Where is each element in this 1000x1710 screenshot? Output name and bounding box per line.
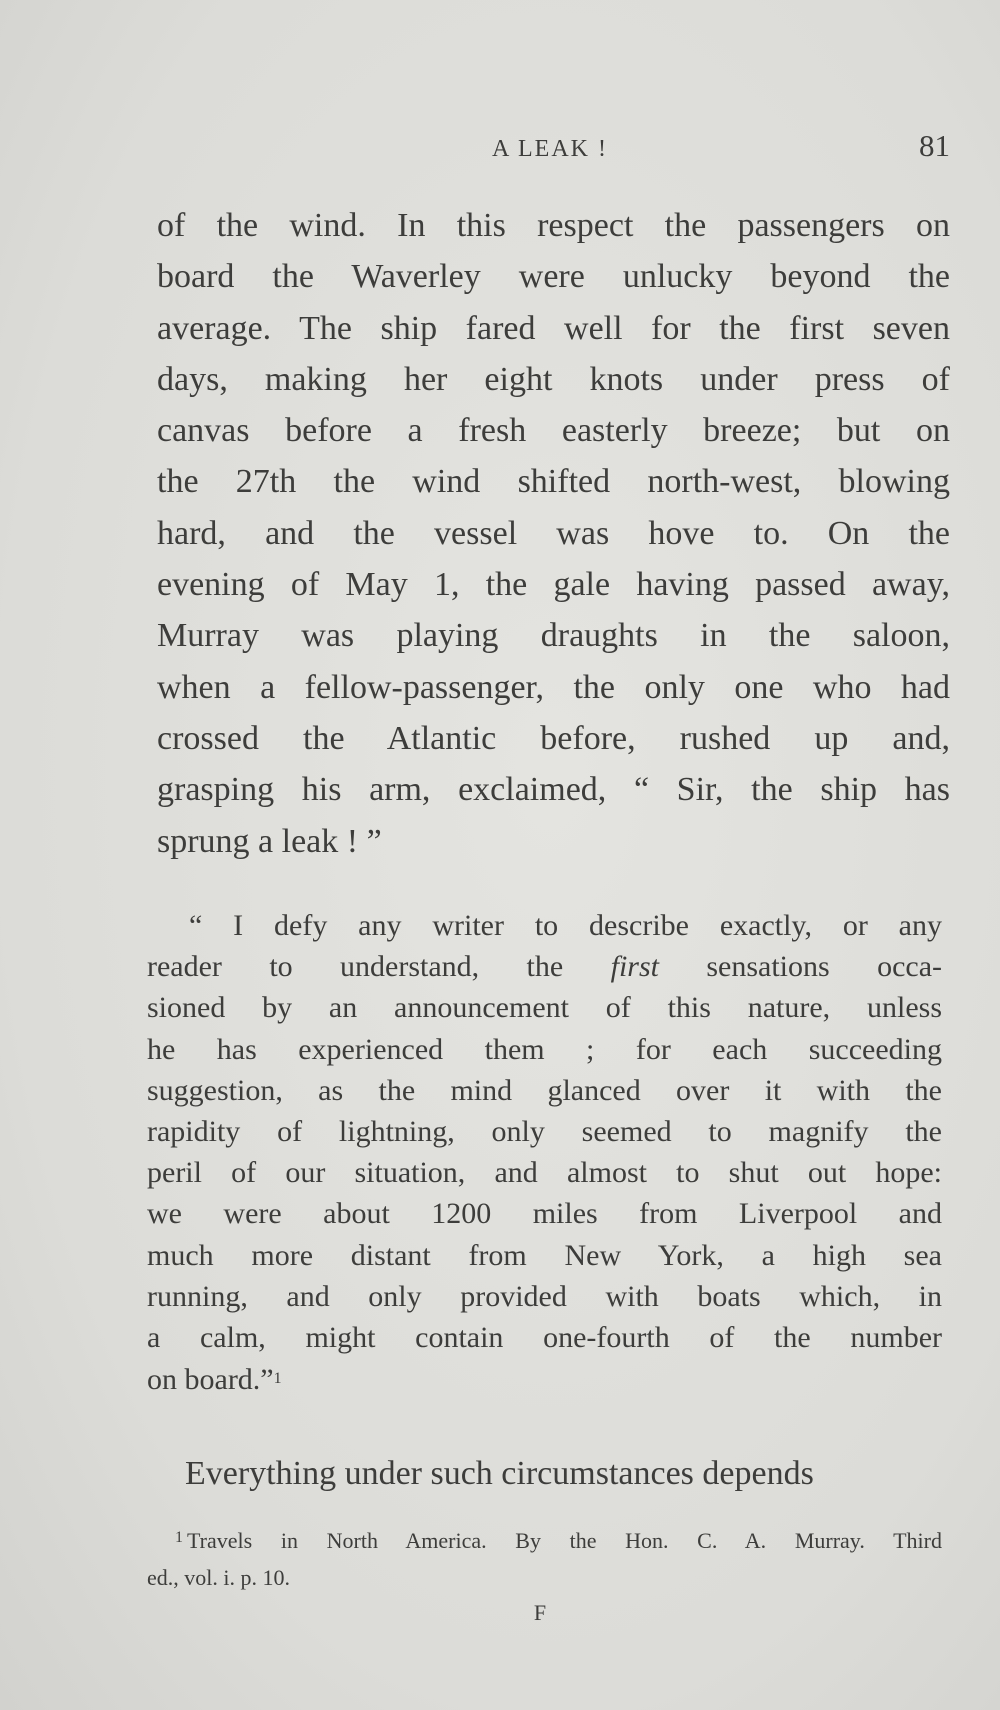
text-line: Murray was playing draughts in the saloon, <box>157 617 950 655</box>
paragraph-continued <box>157 200 950 867</box>
quote-line <box>147 946 942 987</box>
running-title: A LEAK ! <box>492 136 608 162</box>
page-header <box>150 128 950 168</box>
quote-line: a calm, might contain one-fourth of the number <box>147 1320 942 1354</box>
quote-line: much more distant from New York, a high sea <box>147 1238 942 1272</box>
quote-line: running, and only provided with boats which, in <box>147 1279 942 1313</box>
text-line: average. The ship fared well for the first seven <box>157 309 950 347</box>
quote-line: he has experienced them ; for each succeeding <box>147 1032 942 1066</box>
quote-line: peril of our situation, and almost to shut out hope: <box>147 1156 942 1190</box>
text-line: grasping his arm, exclaimed, “ Sir, the ship has <box>157 771 950 809</box>
quote-line: suggestion, as the mind glanced over it with the <box>147 1073 942 1107</box>
signature-mark: F <box>533 1600 547 1625</box>
quote-line: rapidity of lightning, only seemed to magnify the <box>147 1114 942 1148</box>
block-quote <box>147 905 942 1399</box>
italic-word: first <box>610 950 659 984</box>
footnote-line <box>147 1518 942 1558</box>
footnote-reference: 1 <box>273 1370 282 1388</box>
footnote <box>147 1518 942 1598</box>
text-line: days, making her eight knots under press of <box>157 360 950 398</box>
text-line: hard, and the vessel was hove to. On the <box>157 514 950 552</box>
quote-line: “ I defy any writer to describe exactly, or any <box>189 909 942 942</box>
quote-line: we were about 1200 miles from Liverpool and <box>147 1197 942 1231</box>
text-line: evening of May 1, the gale having passed away, <box>157 566 950 604</box>
text-line: sprung a leak ! ” <box>157 822 382 860</box>
paragraph-start <box>147 1448 942 1499</box>
text-line: crossed the Atlantic before, rushed up and, <box>157 719 950 757</box>
footnote-line: ed., vol. i. p. 10. <box>147 1565 290 1590</box>
quote-text: reader to understand, the <box>147 950 611 984</box>
quote-text: on board.” <box>147 1363 274 1397</box>
text-line: canvas before a fresh easterly breeze; but on <box>157 412 950 450</box>
quote-text: sensations occa- <box>658 950 943 984</box>
text-line: Everything under such circumstances depends <box>185 1455 814 1492</box>
text-line: board the Waverley were unlucky beyond the <box>157 258 950 296</box>
quote-line <box>147 1358 942 1399</box>
quote-line: sioned by an announcement of this nature, unless <box>147 991 942 1025</box>
footnote-marker: 1 <box>175 1529 183 1546</box>
footnote-text: Travels in North America. By the Hon. C. A. Murray. Third <box>187 1528 942 1553</box>
text-line: of the wind. In this respect the passengers on <box>157 207 950 244</box>
text-line: the 27th the wind shifted north-west, blowing <box>157 463 950 501</box>
text-line: when a fellow-passenger, the only one who had <box>157 668 950 706</box>
page-number: 81 <box>919 128 950 163</box>
